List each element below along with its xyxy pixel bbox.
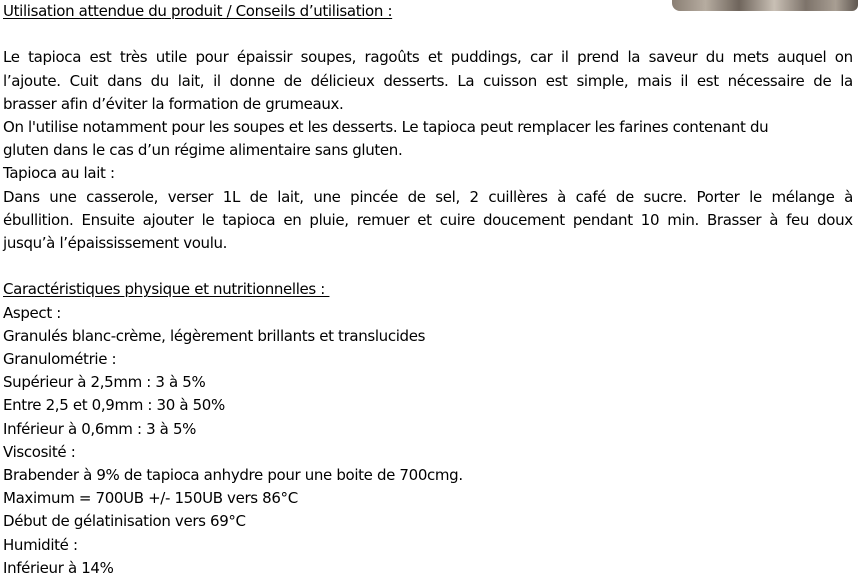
document-body — [3, 0, 856, 580]
word: et — [417, 210, 432, 229]
word: en — [283, 210, 302, 229]
recipe-title: Tapioca au lait : — [3, 164, 115, 183]
recipe-line — [3, 186, 853, 209]
word: du — [705, 48, 725, 67]
word: pluie, — [309, 210, 349, 229]
word: Ensuite — [81, 210, 135, 229]
aspect-value: Granulés blanc-crème, légèrement brillants et translucides — [3, 326, 426, 345]
word: la — [627, 48, 641, 67]
word: cuire — [439, 210, 475, 229]
word: il — [213, 71, 221, 90]
word: la — [840, 71, 853, 90]
viscosity-value: Brabender à 9% de tapioca anhydre pour une boite de 700cmg. — [3, 466, 463, 485]
word: soupes, — [300, 48, 357, 67]
word: de — [283, 71, 302, 90]
word: nécessaire — [727, 71, 805, 90]
word: Cuit — [69, 71, 99, 90]
word: 1L — [222, 187, 240, 206]
word: puddings, — [450, 48, 522, 67]
recipe-line — [3, 209, 853, 232]
granulometry-value: Supérieur à 2,5mm : 3 à 5% — [3, 373, 206, 392]
word: donne — [229, 71, 275, 90]
recipe-line: jusqu’à l’épaississement voulu. — [3, 234, 228, 253]
humidity-label: Humidité : — [3, 535, 78, 554]
word: pendant — [572, 210, 633, 229]
word: sucre. — [643, 187, 687, 206]
usage-paragraph-line — [3, 70, 853, 93]
word: Brasser — [706, 210, 762, 229]
word: de — [249, 187, 268, 206]
word: 2 — [469, 187, 479, 206]
word: une — [49, 187, 77, 206]
word: casserole, — [86, 187, 159, 206]
word: 10 — [640, 210, 660, 229]
usage-paragraph-line: brasser afin d’éviter la formation de grumeaux. — [3, 94, 344, 113]
word: il — [560, 48, 569, 67]
word: ajouter — [142, 210, 194, 229]
word: mais — [637, 71, 672, 90]
spacer — [3, 23, 856, 46]
word: une — [313, 187, 341, 206]
word: simple, — [576, 71, 629, 90]
viscosity-value: Maximum = 700UB +/- 150UB vers 86°C — [3, 489, 298, 508]
word: de — [407, 187, 426, 206]
word: utile — [155, 48, 187, 67]
granulometry-value: Inférieur à 0,6mm : 3 à 5% — [3, 419, 197, 438]
word: à — [557, 187, 567, 206]
word: très — [119, 48, 148, 67]
viscosity-value: Début de gélatinisation vers 69°C — [3, 512, 246, 531]
granulometry-label: Granulométrie : — [3, 350, 117, 369]
word: La — [457, 71, 475, 90]
usage-heading: Utilisation attendue du produit / Conseils d’utilisation : — [3, 2, 393, 20]
word: lait, — [277, 187, 304, 206]
word: mets — [732, 48, 769, 67]
word: le — [749, 187, 762, 206]
word: est — [696, 71, 719, 90]
word: Le — [3, 48, 20, 67]
spacer — [3, 255, 856, 278]
word: il — [680, 71, 689, 90]
word: et — [427, 48, 443, 67]
word: verser — [167, 187, 214, 206]
word: l’ajoute. — [3, 71, 61, 90]
word: à — [844, 187, 853, 206]
word: pour — [195, 48, 229, 67]
word: prend — [577, 48, 619, 67]
usage-paragraph-line — [3, 46, 853, 69]
usage-paragraph-line: On l'utilise notamment pour les soupes et les desserts. Le tapioca peut remplacer les farines contenant du — [3, 118, 769, 136]
word: est — [545, 71, 568, 90]
word: tapioca — [28, 48, 82, 67]
word: délicieux — [310, 71, 375, 90]
word: Dans — [3, 187, 40, 206]
word: ragoûts — [364, 48, 420, 67]
word: Porter — [696, 187, 740, 206]
word: feu — [786, 210, 810, 229]
word: car — [529, 48, 553, 67]
word: mélange — [771, 187, 835, 206]
word: à — [769, 210, 779, 229]
word: pincée — [350, 187, 398, 206]
word: on — [834, 48, 853, 67]
word: café — [575, 187, 607, 206]
characteristics-heading: Caractéristiques physique et nutritionnelles : — [3, 280, 330, 299]
word: doux — [817, 210, 853, 229]
word: remuer — [356, 210, 410, 229]
word: ébullition. — [3, 210, 74, 229]
word: de — [813, 71, 832, 90]
aspect-label: Aspect : — [3, 303, 61, 322]
word: cuillères — [488, 187, 548, 206]
viscosity-label: Viscosité : — [3, 442, 76, 461]
word: min. — [667, 210, 699, 229]
word: auquel — [777, 48, 827, 67]
word: est — [89, 48, 112, 67]
granulometry-value: Entre 2,5 et 0,9mm : 30 à 50% — [3, 396, 225, 415]
word: épaissir — [236, 48, 293, 67]
word: le — [201, 210, 215, 229]
humidity-value: Inférieur à 14% — [3, 558, 114, 577]
word: doucement — [483, 210, 565, 229]
word: saveur — [648, 48, 698, 67]
usage-paragraph-line: gluten dans le cas d’un régime alimentaire sans gluten. — [3, 141, 403, 160]
word: desserts. — [383, 71, 449, 90]
word: lait, — [177, 71, 205, 90]
word: cuisson — [483, 71, 537, 90]
word: dans — [107, 71, 142, 90]
word: de — [615, 187, 634, 206]
word: tapioca — [222, 210, 276, 229]
word: sel, — [435, 187, 460, 206]
word: du — [150, 71, 169, 90]
